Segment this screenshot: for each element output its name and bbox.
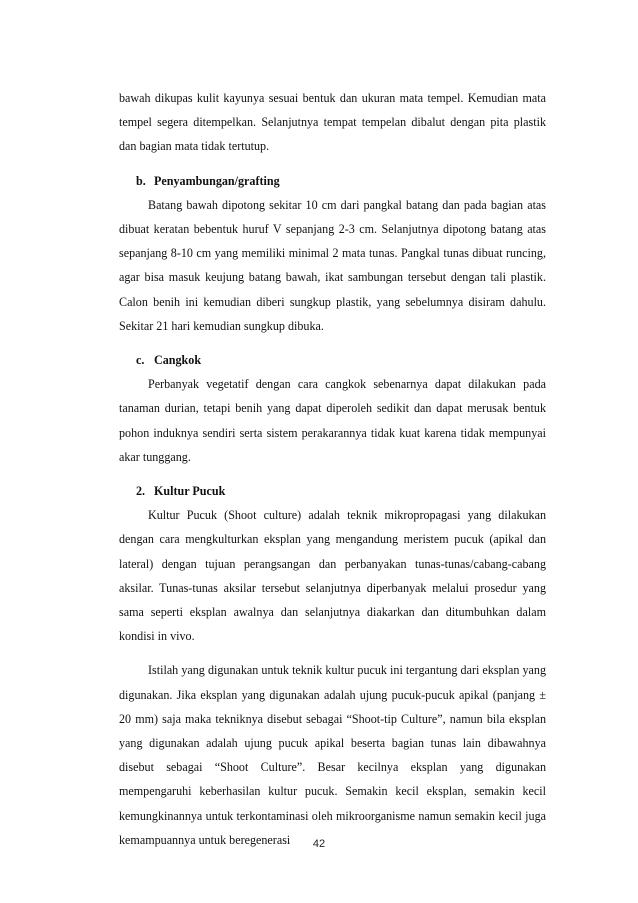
- section-number: b.: [136, 173, 146, 188]
- section-title: Kultur Pucuk: [154, 484, 226, 499]
- section-number: 2.: [136, 484, 146, 499]
- paragraph-bud-grafting-continuation: bawah dikupas kulit kayunya sesuai bentuk dan ukuran mata tempel. Kemudian mata tempel segera ditempelkan. Selanjutnya tempat tempelan dibalut dengan pita plastik dan bagian mata tidak tertutup.: [119, 91, 546, 154]
- paragraph-cangkok: Perbanyak vegetatif dengan cara cangkok sebenarnya dapat dilakukan pada tanaman durian, tetapi benih yang dapat diperoleh sedikit dan dapat merusak bentuk pohon induknya sendiri serta sistem perakarannya tidak kuat karena tidak mempunyai akar tunggang.: [119, 377, 546, 464]
- paragraph-kultur-pucuk-terminology: Istilah yang digunakan untuk teknik kultur pucuk ini tergantung dari eksplan yang digunakan. Jika eksplan yang digunakan adalah ujung pucuk-pucuk apikal (panjang ± 20 mm) saja maka tekniknya disebut sebagai “Shoot-tip Culture”, namun bila eksplan yang digunakan adalah ujung pucuk apikal beserta bagian tunas lain dibawahnya disebut sebagai “Shoot Culture”. Besar kecilnya eksplan yang digunakan mempengaruhi keberhasilan kultur pucuk. Semakin kecil eksplan, semakin kecil kemungkinannya untuk terkontaminasi oleh mikroorganisme namun semakin kecil juga kemampuannya untuk beregenerasi: [119, 663, 546, 847]
- section-title: Penyambungan/grafting: [154, 173, 280, 188]
- section-number: c.: [136, 353, 145, 368]
- section-title: Cangkok: [154, 353, 202, 368]
- paragraph-kultur-pucuk-definition: Kultur Pucuk (Shoot culture) adalah teknik mikropropagasi yang dilakukan dengan cara mengkulturkan eksplan yang mengandung meristem pucuk (apikal dan lateral) dengan tujuan perangsangan dan perbanyakan tunas-tunas/cabang-cabang aksilar. Tunas-tunas aksilar tersebut selanjutnya diperbanyak melalui prosedur yang sama seperti eksplan awalnya dan selanjutnya diakarkan dan ditumbuhkan dalam kondisi in vivo.: [119, 508, 546, 644]
- page-body: [119, 86, 546, 852]
- section-heading-kultur-pucuk: [136, 479, 546, 503]
- paragraph-grafting: Batang bawah dipotong sekitar 10 cm dari pangkal batang dan pada bagian atas dibuat keratan bebentuk huruf V sepanjang 2-3 cm. Selanjutnya dipotong batang atas sepanjang 8-10 cm yang memiliki minimal 2 mata tunas. Pangkal tunas dibuat runcing, agar bisa masuk keujung batang bawah, ikat sambungan tersebut dengan tali plastik. Calon benih ini kemudian diberi sungkup plastik, yang sebelumnya disiram dahulu. Sekitar 21 hari kemudian sungkup dibuka.: [119, 197, 546, 333]
- section-heading-grafting: [136, 169, 546, 193]
- page-number: 42: [312, 838, 326, 850]
- section-heading-cangkok: [136, 348, 546, 372]
